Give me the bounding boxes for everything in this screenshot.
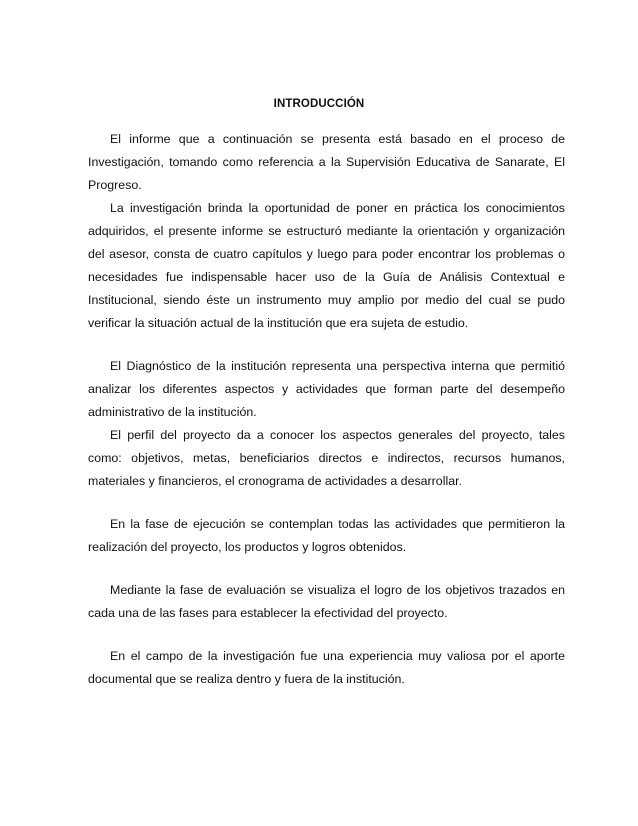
paragraph-spacer [88, 625, 565, 645]
document-body [88, 128, 565, 691]
paragraph-1: El informe que a continuación se presenta está basado en el proceso de Investigación, tomando como referencia a la Supervisión Educativa de Sanarate, El Progreso. [88, 132, 565, 192]
paragraph-5: En la fase de ejecución se contemplan todas las actividades que permitieron la realización del proyecto, los productos y logros obtenidos. [88, 517, 565, 554]
paragraph-spacer [88, 335, 565, 355]
page-title: INTRODUCCIÓN [273, 98, 365, 110]
paragraph-spacer [88, 493, 565, 513]
paragraph-4: El perfil del proyecto da a conocer los aspectos generales del proyecto, tales como: objetivos, metas, beneficiarios directos e indirectos, recursos humanos, materiales y financieros, el cronograma de actividades a desarrollar. [88, 428, 565, 488]
paragraph-7: En el campo de la investigación fue una experiencia muy valiosa por el aporte documental que se realiza dentro y fuera de la institución. [88, 649, 565, 686]
paragraph-spacer [88, 559, 565, 579]
paragraph-6: Mediante la fase de evaluación se visualiza el logro de los objetivos trazados en cada una de las fases para establecer la efectividad del proyecto. [88, 583, 565, 620]
paragraph-2: La investigación brinda la oportunidad de poner en práctica los conocimientos adquiridos, el presente informe se estructuró mediante la orientación y organización del asesor, consta de cuatro capítulos y luego para poder encontrar los problemas o necesidades fue indispensable hacer uso de la Guía de Análisis Contextual e Institucional, siendo éste un instrumento muy amplio por medio del cual se pudo verificar la situación actual de la institución que era sujeta de estudio. [88, 201, 565, 330]
paragraph-3: El Diagnóstico de la institución representa una perspectiva interna que permitió analizar los diferentes aspectos y actividades que forman parte del desempeño administrativo de la institución. [88, 359, 565, 419]
